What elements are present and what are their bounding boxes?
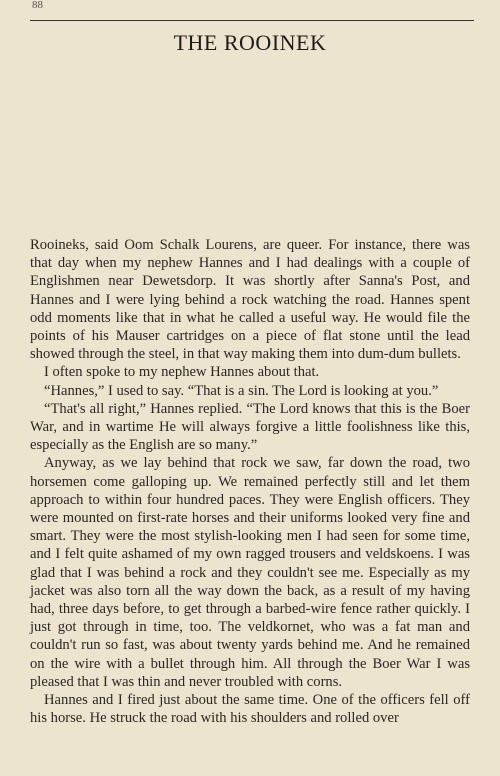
paragraph-6: Hannes and I fired just about the same time. One of the officers fell off his horse. He struck the road with his shoulders and rolled over — [30, 692, 470, 727]
page-number: 88 — [32, 0, 43, 11]
chapter-title: THE ROOINEK — [173, 30, 327, 55]
body-text — [30, 236, 470, 727]
header-rule — [30, 20, 474, 21]
paragraph-2: I often spoke to my nephew Hannes about that. — [44, 364, 320, 381]
paragraph-3: “Hannes,” I used to say. “That is a sin. The Lord is looking at you.” — [44, 382, 439, 399]
paragraph-4: “That's all right,” Hannes replied. “The Lord knows that this is the Boer War, and in wartime He will always forgive a little foolishness like this, especially as the English are so many.” — [30, 400, 470, 454]
paragraph-1: Rooineks, said Oom Schalk Lourens, are queer. For instance, there was that day when my nephew Hannes and I had dealings with a couple of Englishmen near Dewetsdorp. It was shortly after Sanna's Post, and Hannes and I were lying behind a rock watching the road. Hannes spent odd moments like that in what he called a useful way. He would file the points of his Mauser cartridges on a piece of flat stone until the lead showed through the steel, in that way making them into dum-dum bullets. — [30, 237, 470, 363]
paragraph-5: Anyway, as we lay behind that rock we saw, far down the road, two horsemen come galloping up. We remained perfectly still and let them approach to within four hundred paces. They were English officers. They were mounted on first-rate horses and their uniforms looked very fine and smart. They were the most stylish-looking men I had seen for some time, and I felt quite ashamed of my own ragged trousers and veldskoens. I was glad that I was behind a rock and they couldn't see me. Especially as my jacket was also torn all the way down the back, as a result of my having had, three days before, to get through a barbed-wire fence rather quickly. I just got through in time, too. The veldkornet, who was a fat man and couldn't run so fast, was about twenty yards behind me. And he remained on the wire with a bullet through him. All through the Boer War I was pleased that I was thin and never troubled with corns. — [30, 455, 470, 690]
